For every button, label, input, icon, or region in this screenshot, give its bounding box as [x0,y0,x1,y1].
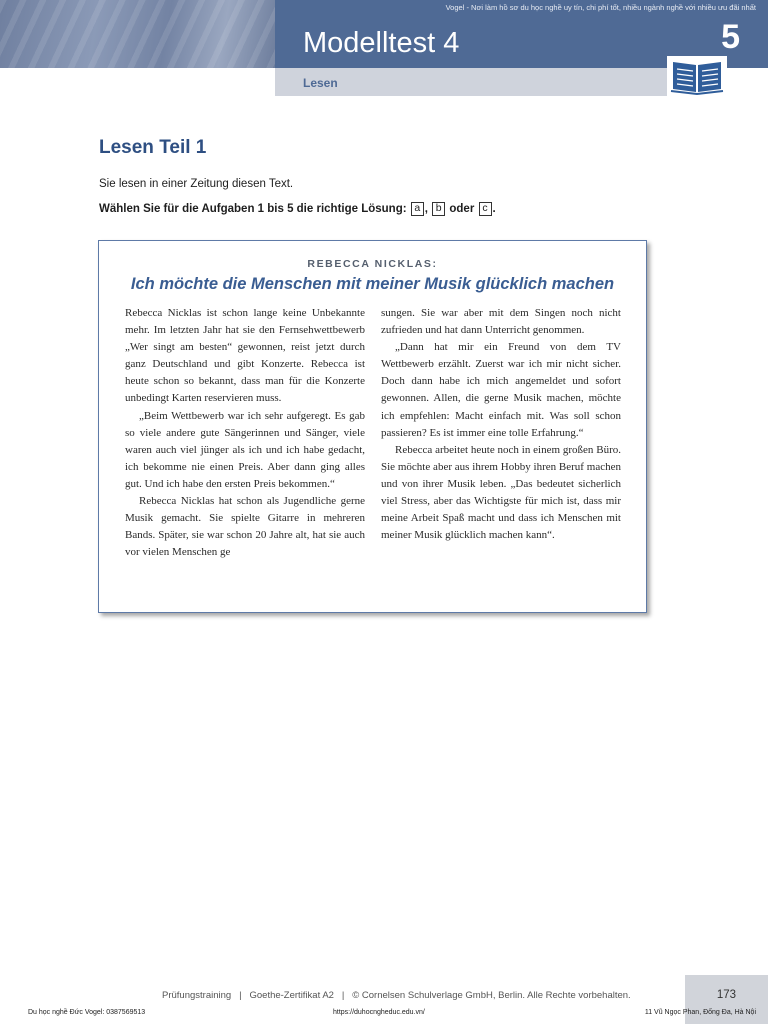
instruction-text: Sie lesen in einer Zeitung diesen Text. [99,178,294,190]
instruction-period: . [492,203,496,215]
footer-address: 11 Vũ Ngọc Phan, Đống Đa, Hà Nội [644,1009,756,1016]
footer-copyright: Prüfungstraining | Goethe-Zertifikat A2 | © Cornelsen Schulverlage GmbH, Berlin. Alle Rechte vorbehalten. [162,990,631,1001]
article-paragraph: Rebecca Nicklas hat schon als Jugendliche gerne Musik gemacht. Sie spielte Gitarre in mehreren Bands. Später, sie war schon 20 Jahre alt, hat sie auch vor vielen Menschen ge [125,495,365,559]
article-column-left [125,305,365,561]
separator-comma: , [424,203,428,215]
section-title: Lesen Teil 1 [99,137,207,158]
article-paragraph: „Beim Wettbewerb war ich sehr aufgeregt. Es gab so viele andere gute Sängerinnen und Sänger, viele waren auch viel jünger als ich und ich habe gedacht, ich bekomme nie einen Preis. Aber dann ging alles gut. Und ich habe den ersten Preis bekommen.“ [125,409,365,490]
article-paragraph: „Dann hat mir ein Freund von dem TV Wettbewerb erzählt. Zuerst war ich mir nicht sicher. Doch dann habe ich mich angemeldet und sofort gewonnen. Allen, die gerne Musik machen, möchte ich empfehlen: Macht einfach mit. Was soll schon passieren? Es ist immer eine tolle Erfahrung.“ [381,341,621,439]
article-box [98,240,647,613]
chapter-number: 5 [721,18,740,56]
task-instruction-text: Wählen Sie für die Aufgaben 1 bis 5 die richtige Lösung: [99,203,407,215]
article-column-right [381,305,621,544]
article-kicker: REBECCA NICKLAS: [307,258,438,270]
article-paragraph: Rebecca arbeitet heute noch in einem großen Büro. Sie möchte aber aus ihrem Hobby ihren Beruf machen und von ihrer Musik leben. „Das bedeutet sicherlich viel Stress, aber das Wichtigste für mich ist, dass mir meine Arbeit Spaß macht und dass ich Menschen mit meiner Musik glücklich machen kann“. [381,443,621,542]
footer-contact-phone: Du học nghề Đức Vogel: 0387569513 [28,1009,146,1016]
article-headline: Ich möchte die Menschen mit meiner Musik glücklich machen [130,275,615,293]
option-b-box: b [432,202,445,216]
task-instruction [99,202,496,216]
open-book-icon [667,56,727,96]
page-number: 173 [716,989,736,1001]
separator-oder: oder [449,203,475,215]
footer-website-link[interactable]: https://duhocngheduc.edu.vn/ [333,1009,425,1016]
article-paragraph: Rebecca Nicklas ist schon lange keine Unbekannte mehr. Im letzten Jahr hat sie den Fernsehwettbewerb „Wer singt am besten“ gewonnen, reist jetzt durch ganz Deutschland und gibt Konzerte. Rebecca ist heute schon so bekannt, dass man für die Konzerte unbedingt Karten reservieren muss. [125,307,365,405]
option-a-box: a [411,202,424,216]
page-subtitle: Lesen [303,76,338,90]
option-c-box: c [479,202,492,216]
header-watermark: Vogel - Nơi làm hồ sơ du học nghề uy tín, chi phí tốt, nhiều ngành nghề với nhiều ưu đãi nhất [445,3,756,12]
article-paragraph: sungen. Sie war aber mit dem Singen noch nicht zufrieden und hat dann Unterricht genommen. [381,307,621,337]
header-decoration [0,0,275,68]
page-title: Modelltest 4 [303,27,460,59]
